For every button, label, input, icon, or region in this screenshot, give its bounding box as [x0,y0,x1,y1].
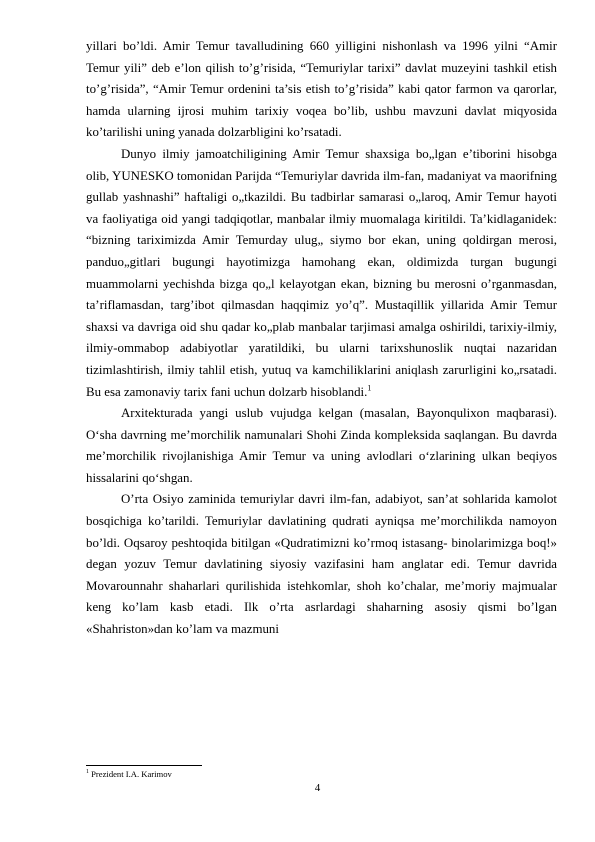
footnote-number: 1 [86,769,89,776]
paragraph-2-text: Dunyo ilmiy jamoatchiligining Amir Temur shaxsiga bo„lgan e’tiborini hisobga olib, YUNESKO tomonidan Parijda “Temuriylar davrida ilm-fan, madaniyat va maorifning gullab yashnashi” haftaligi o„tkazildi. Bu tadbirlar samarasi o„laroq, Amir Temur hayoti va faoliyatiga oid yangi tadqiqotlar, manbalar ilmiy muomalaga kiritildi. Ta’kidlaganidek: “bizning tariximizda Amir Temurday ulug„ siymo bor ekan, uning qoldirgan merosi, panduo„gitlari bugungi hayotimizga hamohang ekan, oldimizda turgan bugungi muammolarni yechishda bizga qo„l kelayotgan ekan, bizning bu merosni o’rganmasdan, ta’riflamasdan, targ’ibot qilmasdan haqqimiz yo’q”. Mustaqillik yillarida Amir Temur shaxsi va davriga oid shu qadar ko„plab manbalar tarjimasi amalga oshirildi, tarixiy-ilmiy, ilmiy-ommabop adabiyotlar yaratildiki, bu ularni tarixshunoslik nuqtai nazaridan tizimlashtirish, ilmiy tahlil etish, yutuq va kamchiliklarini aniqlash zarurligini ko„rsatadi. Bu esa zamonaviy tarix fani uchun dolzarb hisoblandi. [86,146,557,399]
footnote-reference: 1 [367,383,372,393]
paragraph-2 [86,144,557,403]
footnote-text: Prezident I.A. Karimov [91,769,172,779]
body-text [86,36,557,641]
paragraph-1: yillari bo’ldi. Amir Temur tavalludining 660 yilligini nishonlash va 1996 yilni “Amir Temur yili” deb e’lon qilish to’g’risida, “Temuriylar tarixi” davlat muzeyini tashkil etish to’g’risida”, “Amir Temur ordenini ta’sis etish to’g’risida” kabi qator farmon va qarorlar, hamda ularning ijrosi muhim tarixiy voqea bo’lib, ushbu mavzuni davlat miqyosida ko’tarilishi uning yanada dolzarbligini ko’rsatadi. [86,39,557,140]
page-number: 4 [314,782,321,794]
footnote-separator [86,765,202,766]
paragraph-3: Arxitekturada yangi uslub vujudga kelgan (masalan, Bayonqulixon maqbarasi). O‘sha davrning me’morchilik namunalari Shohi Zinda kompleksida saqlangan. Bu davrda me’morchilik rivojlanishiga Amir Temur va uning avlodlari o‘zlarining ulkan beqiyos hissalarini qo‘shgan. [86,406,557,485]
footnote [86,769,557,780]
paragraph-4: O’rta Osiyo zaminida temuriylar davri ilm-fan, adabiyot, san’at sohlarida kamolot bosqichiga ko’tarildi. Temuriylar davlatining qudrati ayniqsa me’morchilikda namoyon bo’ldi. Oqsaroy peshtoqida bitilgan «Qudratimizni ko’rmoq istasang- binolarimizga boq!» degan yozuv Temur davlatining siyosiy vazifasini ham anglatar edi. Temur davrida Movarounnahr shaharlari qurilishida istehkomlar, shoh ko’chalar, me’moriy majmualar keng ko’lam kasb etadi. Ilk o’rta asrlardagi shaharning asosiy qismi bo’lgan «Shahriston»dan ko’lam va mazmuni [86,492,557,637]
